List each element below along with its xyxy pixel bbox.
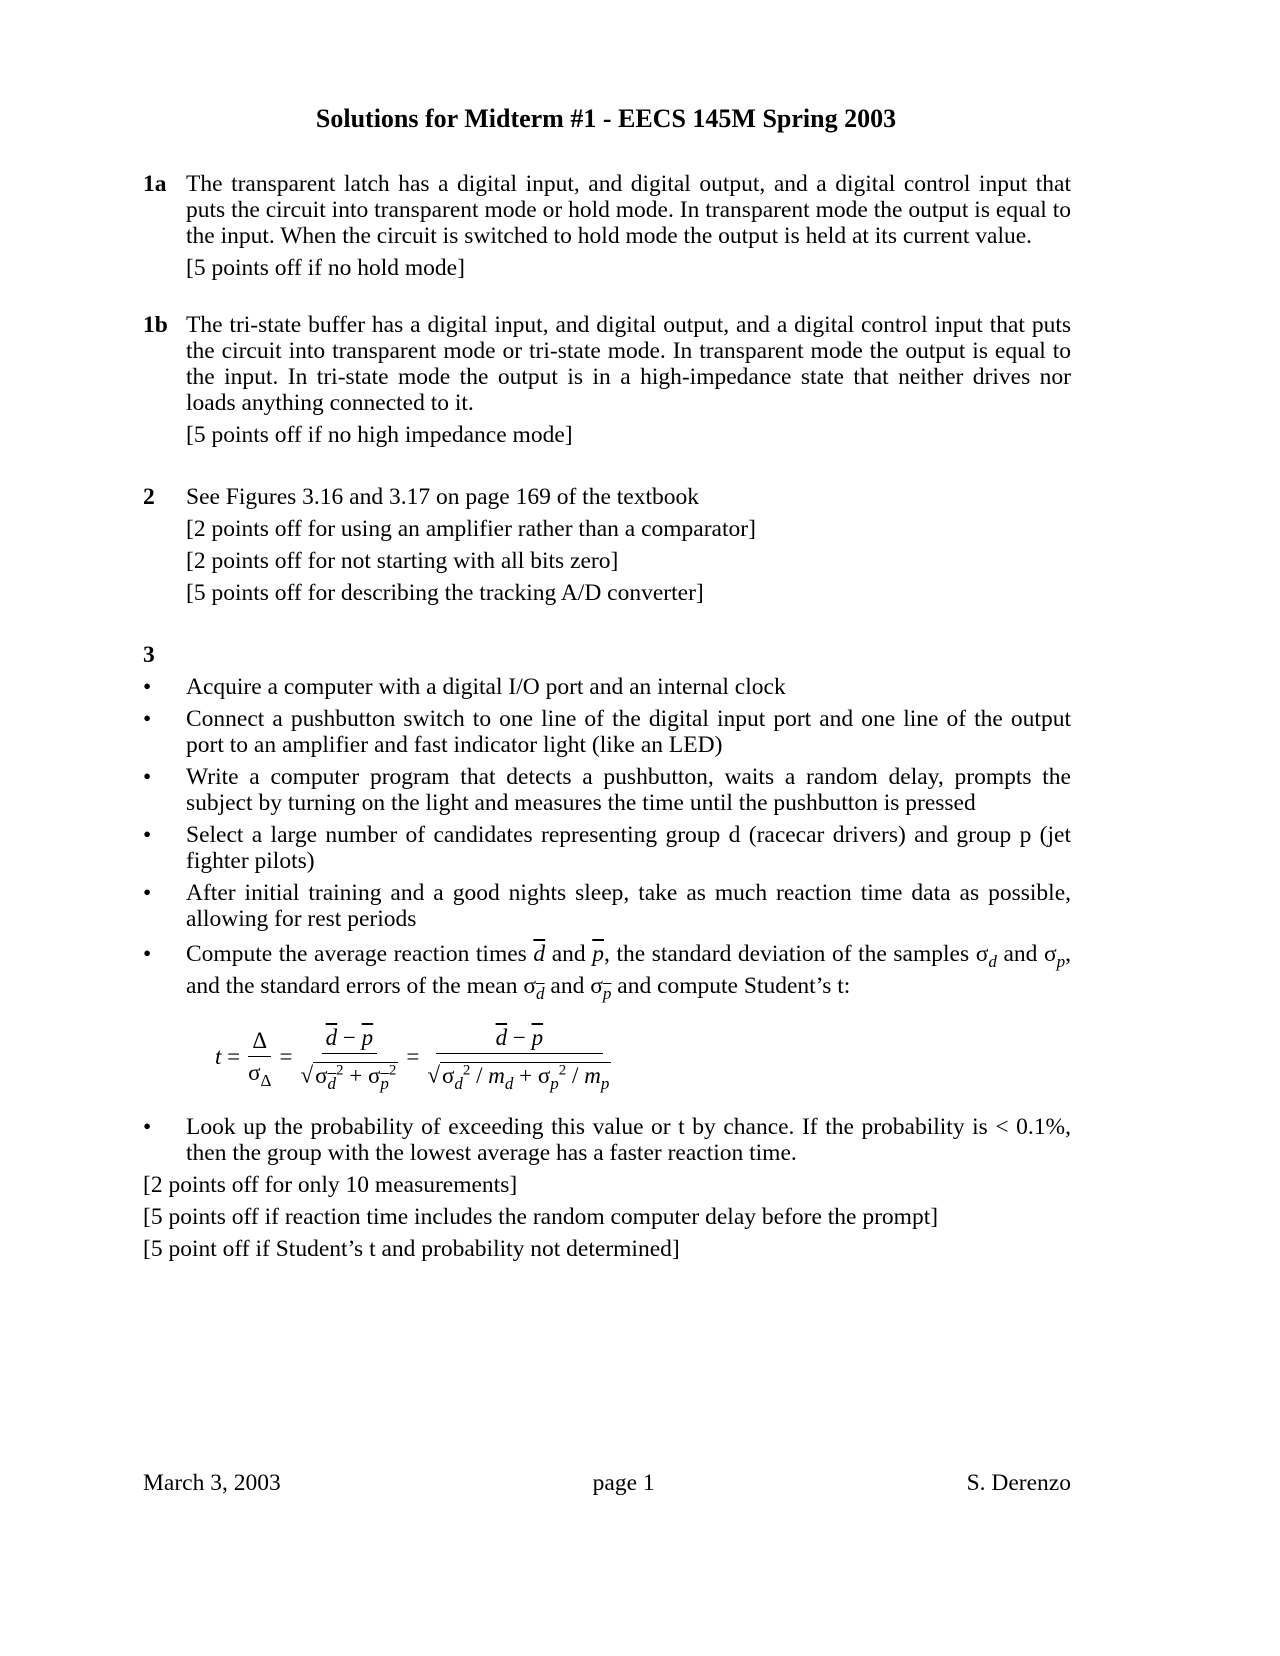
grading-note: [5 point off if Student’s t and probability not determined] bbox=[143, 1236, 680, 1262]
page-title: Solutions for Midterm #1 - EECS 145M Spring 2003 bbox=[315, 104, 897, 133]
bullet: • bbox=[143, 674, 152, 700]
answer-text: The tri-state buffer has a digital input, and digital output, and a digital control input that puts the circuit into transparent mode or tri-state mode. In transparent mode the output is equal to the input. In tri-state mode the output is in a high-impedance state that neither drives nor loads anything connected to it. bbox=[186, 312, 1071, 416]
list-item bbox=[143, 674, 1071, 700]
footer-date: March 3, 2003 bbox=[143, 1470, 281, 1496]
footer-author: S. Derenzo bbox=[966, 1470, 1071, 1496]
list-item bbox=[143, 706, 1071, 758]
item-text: Look up the probability of exceeding this value or t by chance. If the probability is < 0.1%, then the group with the lowest average has a faster reaction time. bbox=[186, 1114, 1071, 1166]
students-t-formula: t = $\frac{\Delta}{\sigma_\Delta}$ = $\frac{\overline{d} - \overline{p}}{√\sigma_{\overline{d}}^2 + \sigma_{\overline{p}}^2}$ = $\frac{\overline{d} - \overline{p}}{√\sigma_d^2 / m_d + \sigma_p^2 / m_p}$ bbox=[215, 1025, 610, 1093]
list-item bbox=[143, 1114, 1071, 1166]
list-item bbox=[143, 938, 1071, 1002]
page-footer bbox=[143, 1470, 1071, 1496]
grading-note: [2 points off for using an amplifier rather than a comparator] bbox=[186, 516, 756, 542]
grading-note: [5 points off for describing the tracking A/D converter] bbox=[186, 580, 704, 606]
item-text: Connect a pushbutton switch to one line of the digital input port and one line of the output port to an amplifier and fast indicator light (like an LED) bbox=[186, 706, 1071, 758]
list-item bbox=[143, 880, 1071, 932]
list-item bbox=[143, 822, 1071, 874]
grading-note: [5 points off if no high impedance mode] bbox=[186, 422, 573, 448]
grading-note: [2 points off for not starting with all bits zero] bbox=[186, 548, 619, 574]
question-number: 3 bbox=[143, 642, 155, 668]
question-3-conclusion bbox=[143, 1114, 1071, 1262]
item-text: Select a large number of candidates representing group d (racecar drivers) and group p (jet fighter pilots) bbox=[186, 822, 1071, 874]
item-text: Acquire a computer with a digital I/O port and an internal clock bbox=[186, 674, 786, 700]
question-1b bbox=[143, 312, 1071, 448]
question-2 bbox=[143, 484, 1071, 606]
question-number: 2 bbox=[143, 484, 155, 510]
grading-note: [2 points off for only 10 measurements] bbox=[143, 1172, 518, 1198]
answer-text: See Figures 3.16 and 3.17 on page 169 of the textbook bbox=[186, 484, 699, 510]
bullet: • bbox=[143, 706, 152, 732]
page-number: page 1 bbox=[592, 1470, 655, 1496]
question-1a bbox=[143, 171, 1071, 281]
bullet: • bbox=[143, 822, 152, 848]
item-text: Compute the average reaction times $\overline{d}$ and $\overline{p}$, the standard deviation of the samples $\sigma_d$ and $\sigma_p$, and the standard errors of the mean $\sigma_{\overline{d}}$ and $\sigma_{\overline{p}}$ and compute Student’s t: bbox=[186, 941, 1071, 1003]
answer-text: The transparent latch has a digital input, and digital output, and a digital control input that puts the circuit into transparent mode or hold mode. In transparent mode the output is equal to the input. When the circuit is switched to hold mode the output is held at its current value. bbox=[186, 171, 1071, 249]
bullet: • bbox=[143, 764, 152, 790]
item-text: Write a computer program that detects a pushbutton, waits a random delay, prompts the subject by turning on the light and measures the time until the pushbutton is pressed bbox=[186, 764, 1071, 816]
question-number: 1a bbox=[143, 171, 167, 197]
bullet: • bbox=[143, 1114, 152, 1140]
grading-note: [5 points off if reaction time includes the random computer delay before the prompt] bbox=[143, 1204, 939, 1230]
grading-note: [5 points off if no hold mode] bbox=[186, 255, 465, 281]
bullet: • bbox=[143, 941, 152, 967]
bullet: • bbox=[143, 880, 152, 906]
question-number: 1b bbox=[143, 312, 168, 338]
question-3 bbox=[143, 642, 1071, 1002]
list-item bbox=[143, 764, 1071, 816]
item-text: After initial training and a good nights sleep, take as much reaction time data as possible, allowing for rest periods bbox=[186, 880, 1071, 932]
